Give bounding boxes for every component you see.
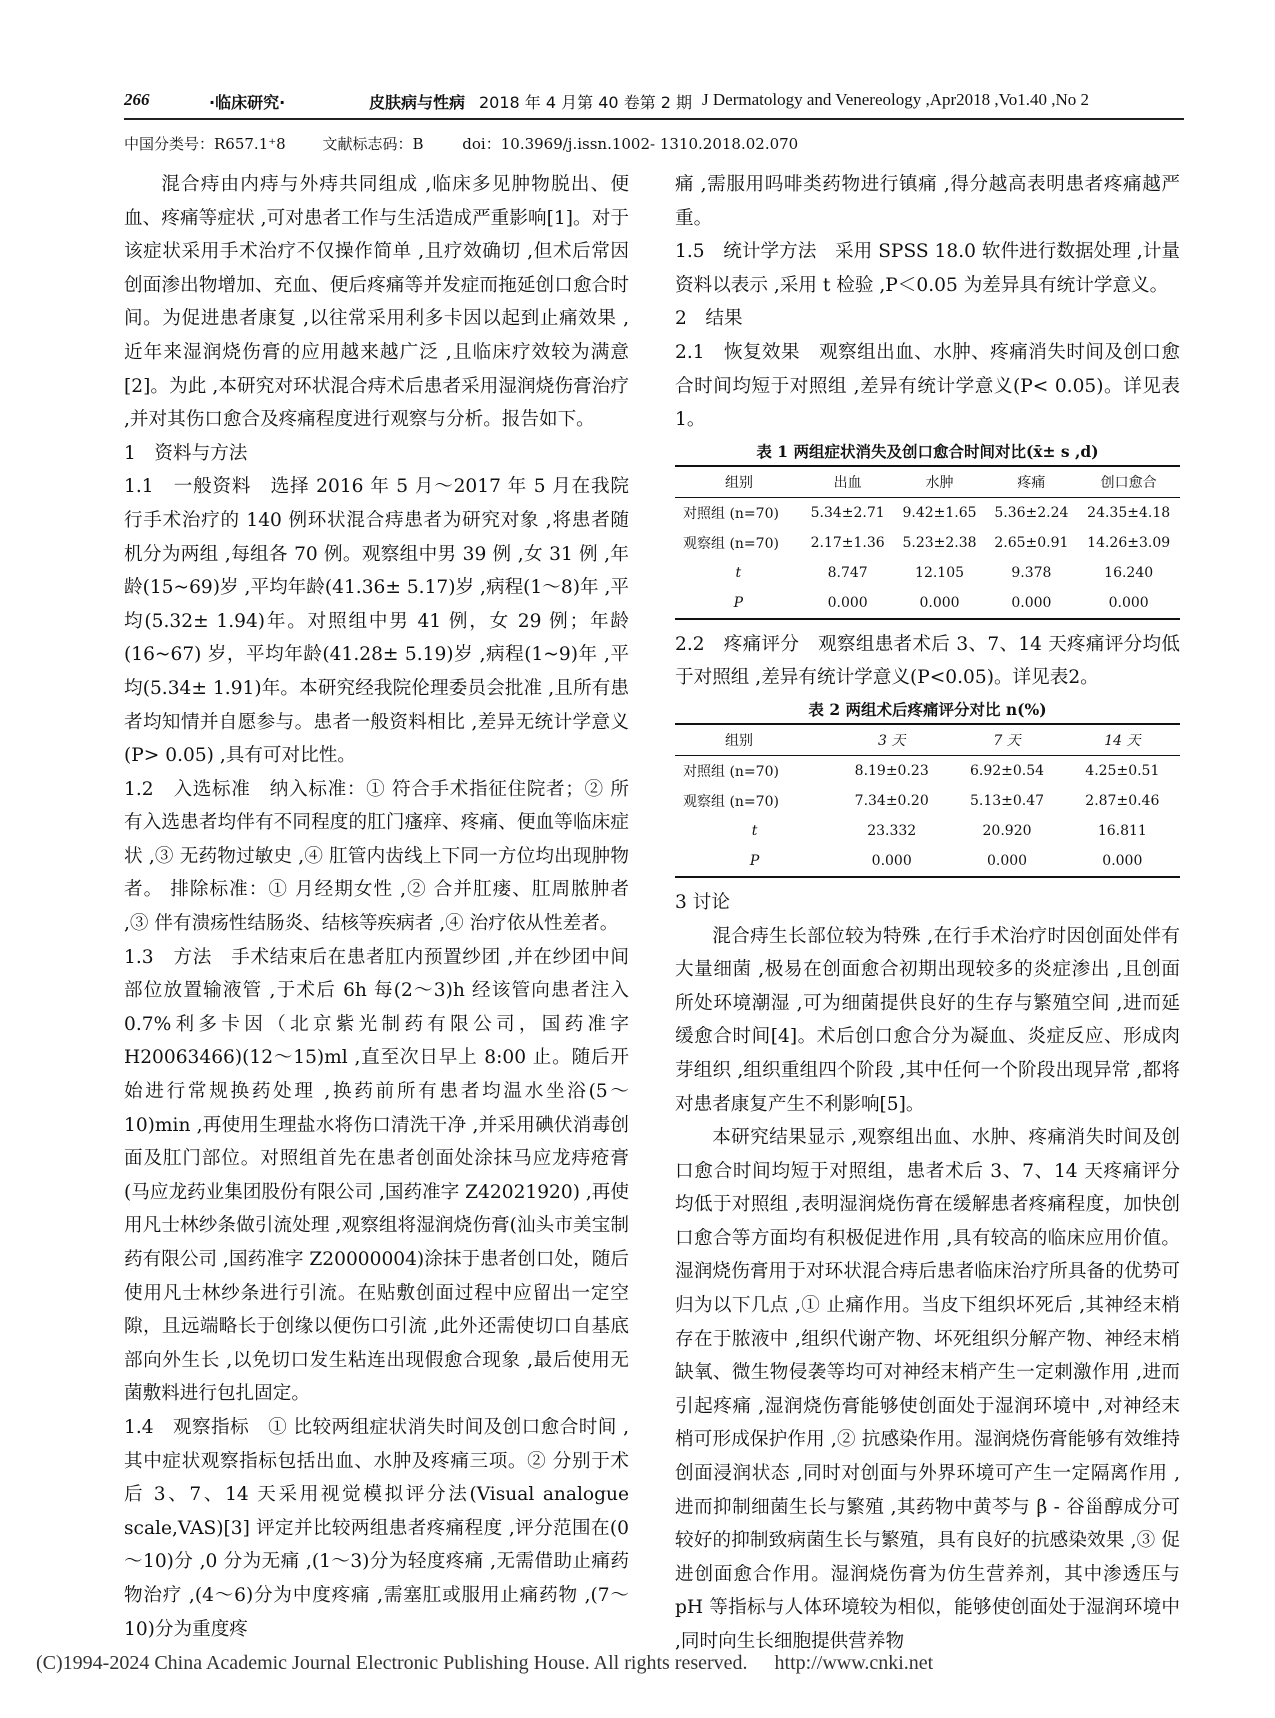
table-cell: 24.35±4.18 — [1087, 504, 1171, 521]
table-cell: 8.747 — [827, 564, 868, 581]
table-row — [675, 816, 1180, 846]
table2-title: 表 2 两组术后疼痛评分对比 n(%) — [808, 699, 1047, 719]
footer-url: http://www.cnki.net — [774, 1652, 934, 1674]
table-cell: 0.000 — [1108, 594, 1149, 611]
table-cell: 0.000 — [1102, 852, 1143, 869]
table-cell: 16.811 — [1097, 822, 1147, 839]
discussion-paragraph-2: 本研究结果显示 ,观察组出血、水肿、疼痛消失时间及创口愈合时间均短于对照组，患者术后 3、7、14 天疼痛评分均低于对照组 ,表明湿润烧伤膏在缓解患者疼痛程度，加快创口愈合等方面均有积极促进作用 ,具有较高的临床应用价值。湿润烧伤膏用于对环状混合痔后患者临床治疗所具备的优势可归为以下几点 ,① 止痛作用。当皮下组织坏死后 ,其神经末梢存在于脓液中 ,组织代谢产物、坏死组织分解产物、神经末梢缺氧、微生物侵袭等均可对神经末梢产生一定刺激作用 ,进而引起疼痛 ,湿润烧伤膏能够使创面处于湿润环境中 ,对神经末梢可形成保护作用 ,② 抗感染作用。湿润烧伤膏能够有效维持创面浸润状态 ,同时对创面与外界环境可产生一定隔离作用 ,进而抑制细菌生长与繁殖 ,其药物中黄芩与 β - 谷甾醇成分可较好的抑制致病菌生长与繁殖，具有良好的抗感染效果 ,③ 促进创面愈合作用。湿润烧伤膏为仿生营养剂，其中渗透压与 pH 等指标与人体环境较为相似，能够使创面处于湿润环境中 ,同时向生长细胞提供营养物 — [675, 1127, 1180, 1652]
table-row — [675, 755, 1180, 786]
table2 — [675, 723, 1180, 878]
table-cell: 4.25±0.51 — [1085, 762, 1160, 779]
table-cell: 23.332 — [867, 822, 917, 839]
table-cell: P — [749, 852, 760, 869]
article-meta — [124, 133, 798, 154]
table-cell: 5.34±2.71 — [810, 504, 885, 521]
copyright-text: (C)1994-2024 China Academic Journal Electronic Publishing House. All rights reserved. — [36, 1652, 748, 1674]
section-1-1: 1.1 一般资料 选择 2016 年 5 月～2017 年 5 月在我院行手术治疗的 140 例环状混合痔患者为研究对象 ,将患者随机分为两组 ,每组各 70 例。观察组中男 39 例 ,女 31 例 ,年龄(15~69)岁 ,平均年龄(41.36± 5.17)岁 ,病程(1～8)年 ,平均(5.32± 1.94)年。对照组中男 41 例，女 29 例；年龄 (16~67) 岁，平均年龄(41.28± 5.19)岁 ,病程(1~9)年 ,平均(5.34± 1.91)年。本研究经我院伦理委员会批准 ,且所有患者均知情并自愿参与。患者一般资料相比 ,差异无统计学意义(P> 0.05) ,具有可对比性。 — [124, 476, 629, 767]
table-cell: 16.240 — [1104, 564, 1154, 581]
table-cell: 0.000 — [871, 852, 912, 869]
table-header: 组别 — [675, 724, 834, 756]
document-code: 文献标志码：B — [322, 135, 424, 153]
section-label: ·临床研究· — [209, 93, 286, 112]
page-footer — [36, 1652, 933, 1675]
table-header: 7 天 — [949, 724, 1064, 756]
heading-discussion: 3 讨论 — [675, 891, 730, 913]
table-header: 出血 — [802, 466, 894, 498]
left-column — [124, 168, 629, 1646]
table-header: 3 天 — [834, 724, 949, 756]
table-cell: 0.000 — [986, 852, 1028, 869]
right-column — [675, 168, 1180, 1659]
table-cell: 12.105 — [915, 564, 965, 581]
table-row — [675, 588, 1180, 619]
table-cell: 5.23±2.38 — [902, 534, 977, 551]
table-cell: 9.378 — [1011, 564, 1052, 581]
table-cell: t — [735, 564, 742, 581]
table-cell: 2.87±0.46 — [1085, 792, 1160, 809]
table-header: 14 天 — [1065, 724, 1180, 756]
table-cell: 20.920 — [982, 822, 1032, 839]
doi: doi：10.3969/j.issn.1002- 1310.2018.02.070 — [462, 135, 799, 153]
intro-paragraph: 混合痔由内痔与外痔共同组成 ,临床多见肿物脱出、便血、疼痛等症状 ,可对患者工作与生活造成严重影响[1]。对于该症状采用手术治疗不仅操作简单 ,且疗效确切 ,但术后常因创面渗出物增加、充血、便后疼痛等并发症而拖延创口愈合时间。为促进患者康复 ,以往常采用利多卡因以起到止痛效果 ,近年来湿润烧伤膏的应用越来越广泛 ,且临床疗效较为满意[2]。为此 ,本研究对环状混合痔术后患者采用湿润烧伤膏治疗 ,并对其伤口愈合及疼痛程度进行观察与分析。报告如下。 — [124, 174, 629, 431]
heading-results: 2 结果 — [675, 308, 743, 330]
table-cell: 对照组 (n=70) — [683, 505, 779, 522]
section-1-4: 1.4 观察指标 ① 比较两组症状消失时间及创口愈合时间 ,其中症状观察指标包括出血、水肿及疼痛三项。② 分别于术后 3、7、14 天采用视觉模拟评分法(Visual analogue scale,VAS)[3] 评定并比较两组患者疼痛程度 ,评分范围在(0～10)分 ,0 分为无痛 ,(1～3)分为轻度疼痛 ,无需借助止痛药物治疗 ,(4～6)分为中度疼痛 ,需塞肛或服用止痛药物 ,(7～10)分为重度疼 — [124, 1416, 629, 1640]
journal-name-cn: 皮肤病与性病 — [369, 93, 466, 112]
table-cell: 5.13±0.47 — [969, 792, 1045, 809]
table-cell: 7.34±0.20 — [854, 792, 929, 809]
heading-methods: 1 资料与方法 — [124, 442, 248, 464]
table-cell: 观察组 (n=70) — [683, 793, 779, 810]
table1 — [675, 465, 1180, 620]
page-header — [124, 84, 1184, 120]
table-cell: 9.42±1.65 — [902, 504, 977, 521]
table-cell: 5.36±2.24 — [994, 504, 1069, 521]
table-header: 水肿 — [894, 466, 986, 498]
table-row — [675, 528, 1180, 558]
section-2-2: 2.2 疼痛评分 观察组患者术后 3、7、14 天疼痛评分均低于对照组 ,差异有统计学意义(P<0.05)。详见表2。 — [675, 633, 1180, 689]
table-cell: t — [751, 822, 758, 839]
table-cell: P — [733, 594, 744, 611]
table-row — [675, 846, 1180, 877]
table-cell: 0.000 — [1011, 594, 1052, 611]
section-1-2: 1.2 入选标准 纳入标准：① 符合手术指征住院者；② 所有入选患者均伴有不同程度的肛门瘙痒、疼痛、便血等临床症状 ,③ 无药物过敏史 ,④ 肛管内齿线上下同一方位均出现肿物者。 排除标准：① 月经期女性 ,② 合并肛瘘、肛周脓肿者 ,③ 伴有溃疡性结肠炎、结核等疾病者 ,④ 治疗依从性差者。 — [124, 778, 629, 935]
table1-title: 表 1 两组症状消失及创口愈合时间对比(x̄± s ,d) — [756, 441, 1099, 461]
table-cell: 8.19±0.23 — [854, 762, 929, 779]
table-cell: 2.65±0.91 — [994, 534, 1069, 551]
section-2-1: 2.1 恢复效果 观察组出血、水肿、疼痛消失时间及创口愈合时间均短于对照组 ,差异有统计学意义(P< 0.05)。详见表 1。 — [675, 341, 1180, 431]
table-header-row — [675, 724, 1180, 756]
journal-issue-cn: 2018 年 4 月第 40 卷第 2 期 — [479, 93, 693, 112]
table-cell: 6.92±0.54 — [969, 762, 1045, 779]
table-header: 创口愈合 — [1077, 466, 1180, 498]
table-row — [675, 497, 1180, 528]
table-cell: 2.17±1.36 — [810, 534, 885, 551]
table-row — [675, 558, 1180, 588]
page-number: 266 — [124, 90, 150, 109]
discussion-paragraph-1: 混合痔生长部位较为特殊 ,在行手术治疗时因创面处伴有大量细菌 ,极易在创面愈合初期出现较多的炎症渗出 ,且创面所处环境潮湿 ,可为细菌提供良好的生存与繁殖空间 ,进而延缓愈合时间[4]。术后创口愈合分为凝血、炎症反应、形成肉芽组织 ,组织重组四个阶段 ,其中任何一个阶段出现异常 ,都将对患者康复产生不利影响[5]。 — [675, 925, 1180, 1115]
section-1-5: 1.5 统计学方法 采用 SPSS 18.0 软件进行数据处理 ,计量资料以表示 ,采用 t 检验 ,P＜0.05 为差异具有统计学意义。 — [675, 241, 1180, 296]
table-header: 疼痛 — [985, 466, 1077, 498]
table-cell: 14.26±3.09 — [1087, 534, 1171, 551]
section-1-4-cont: 痛 ,需服用吗啡类药物进行镇痛 ,得分越高表明患者疼痛越严重。 — [675, 174, 1180, 229]
clc-number: 中国分类号：R657.1⁺8 — [124, 135, 286, 153]
table-cell: 0.000 — [827, 594, 868, 611]
table-cell: 0.000 — [919, 594, 960, 611]
section-1-3: 1.3 方法 手术结束后在患者肛内预置纱团 ,并在纱团中间部位放置输液管 ,于术后 6h 每(2～3)h 经该管向患者注入 0.7%利多卡因（北京紫光制药有限公司，国药准字 H20063466)(12～15)ml ,直至次日早上 8:00 止。随后开始进行常规换药处理 ,换药前所有患者均温水坐浴(5～10)min ,再使用生理盐水将伤口清洗干净 ,并采用碘伏消毒创面及肛门部位。对照组首先在患者创面处涂抹马应龙痔疮膏(马应龙药业集团股份有限公司 ,国药准字 Z42021920) ,再使用凡士林纱条做引流处理 ,观察组将湿润烧伤膏(汕头市美宝制药有限公司 ,国药准字 Z20000004)涂抹于患者创口处，随后使用凡士林纱条进行引流。在贴敷创面过程中应留出一定空隙，且远端略长于创缘以便伤口引流 ,此外还需使切口自基底部向外生长 ,以免切口发生粘连出现假愈合现象 ,最后使用无菌敷料进行包扎固定。 — [124, 946, 629, 1405]
journal-name-en: J Dermatology and Venereology ,Apr2018 ,Vo1.40 ,No 2 — [702, 90, 1090, 109]
table-row — [675, 786, 1180, 816]
table-header: 组别 — [675, 466, 802, 498]
table-header-row — [675, 466, 1180, 498]
table-cell: 对照组 (n=70) — [683, 763, 779, 780]
table-cell: 观察组 (n=70) — [683, 535, 779, 552]
